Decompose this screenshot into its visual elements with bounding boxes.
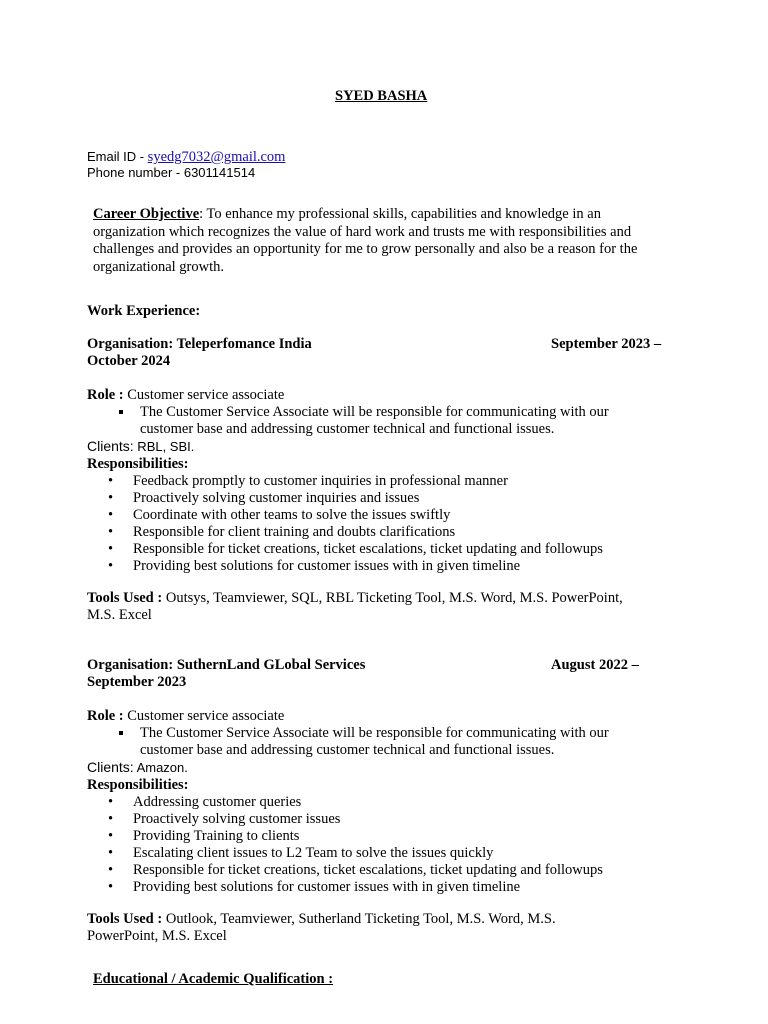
job-1-date-end: October 2024 [87, 353, 171, 369]
list-item: • Coordinate with other teams to solve the issues swiftly [133, 507, 603, 524]
job-1-role-value: Customer service associate [127, 387, 285, 403]
list-item: • Proactively solving customer issues [133, 811, 603, 828]
job-2-role-label: Role : [87, 708, 128, 724]
phone-label: Phone number - [87, 165, 184, 180]
job-1-responsibilities-heading: Responsibilities: [87, 456, 189, 472]
job-2-tools-label: Tools Used : [87, 911, 166, 927]
job-1-organisation: Organisation: Teleperfomance India [87, 336, 312, 352]
career-objective [93, 206, 653, 277]
job-1-tools-label: Tools Used : [87, 590, 166, 606]
job-1-responsibilities-list [133, 473, 603, 575]
resume-name: SYED BASHA [335, 88, 428, 104]
career-objective-label: Career Objective [93, 206, 200, 222]
job-1-role-description [140, 404, 609, 438]
list-item: • Responsible for ticket creations, ticket escalations, ticket updating and followups [133, 862, 603, 879]
job-2-tools [87, 911, 556, 928]
list-item: • Feedback promptly to customer inquiries in professional manner [133, 473, 603, 490]
job-1-clients [87, 438, 194, 456]
job-2-clients [87, 759, 188, 777]
career-objective-text: : To enhance my professional skills, capabilities and knowledge in an organization which recognizes the value of hard work and trusts me with responsibilities and challenges and provides an opportunity for me to grow personally and also be a reason for the organizational growth. [93, 206, 638, 276]
list-item: The Customer Service Associate will be responsible for communicating with our [140, 725, 609, 741]
email-link[interactable]: syedg7032@gmail.com [147, 149, 286, 165]
list-item: • Proactively solving customer inquiries and issues [133, 490, 603, 507]
work-experience-heading: Work Experience: [87, 303, 201, 319]
list-item-continuation: customer base and addressing customer technical and functional issues. [140, 421, 555, 437]
job-1-date-start: September 2023 – [551, 336, 662, 352]
job-2-tools-continued: PowerPoint, M.S. Excel [87, 928, 227, 944]
job-1-role [87, 387, 284, 404]
list-item: • Responsible for ticket creations, ticket escalations, ticket updating and followups [133, 541, 603, 558]
job-1-tools-value: Outsys, Teamviewer, SQL, RBL Ticketing Tool, M.S. Word, M.S. PowerPoint, [165, 590, 623, 606]
job-2-tools-value: Outlook, Teamviewer, Sutherland Ticketing Tool, M.S. Word, M.S. [165, 911, 556, 927]
education-heading: Educational / Academic Qualification : [93, 971, 334, 987]
job-1-tools-continued: M.S. Excel [87, 607, 152, 623]
list-item: • Providing best solutions for customer issues with in given timeline [133, 558, 603, 575]
job-2-role-value: Customer service associate [127, 708, 285, 724]
job-2-responsibilities-list [133, 794, 603, 896]
list-item: • Responsible for client training and doubts clarifications [133, 524, 603, 541]
job-1-role-label: Role : [87, 387, 128, 403]
list-item: • Escalating client issues to L2 Team to solve the issues quickly [133, 845, 603, 862]
job-2-date-start: August 2022 – [551, 657, 639, 673]
job-2-responsibilities-heading: Responsibilities: [87, 777, 189, 793]
phone-number: 6301141514 [183, 165, 256, 180]
job-2-organisation: Organisation: SuthernLand GLobal Services [87, 657, 366, 673]
list-item: The Customer Service Associate will be responsible for communicating with our [140, 404, 609, 420]
list-item: • Providing Training to clients [133, 828, 603, 845]
job-2-role-description [140, 725, 609, 759]
list-item: • Addressing customer queries [133, 794, 603, 811]
job-1-tools [87, 590, 623, 607]
job-2-clients-value: Amazon. [133, 760, 188, 775]
phone-line [87, 164, 255, 181]
job-1-clients-value: RBL, SBI. [133, 439, 195, 454]
list-item: • Providing best solutions for customer issues with in given timeline [133, 879, 603, 896]
email-label: Email ID - [87, 149, 148, 164]
list-item-continuation: customer base and addressing customer technical and functional issues. [140, 742, 555, 758]
job-2-clients-label: Clients: [87, 759, 134, 775]
job-2-role [87, 708, 284, 725]
job-1-clients-label: Clients: [87, 438, 134, 454]
job-2-date-end: September 2023 [87, 674, 187, 690]
